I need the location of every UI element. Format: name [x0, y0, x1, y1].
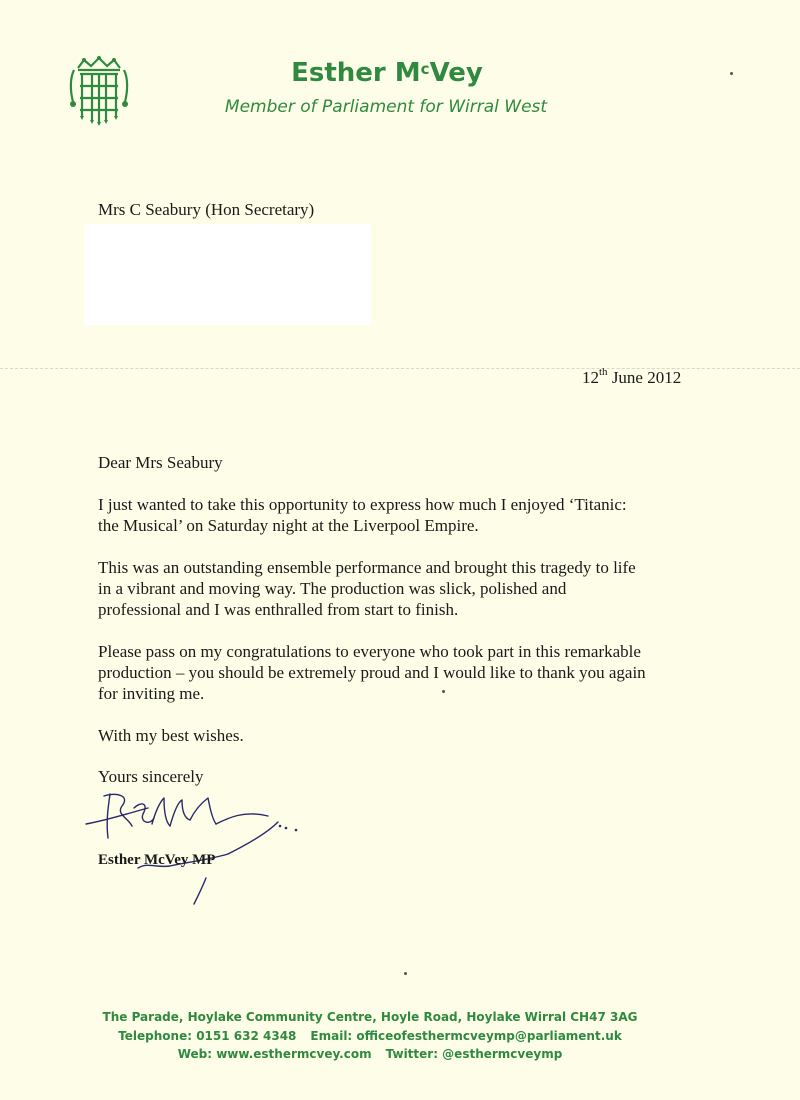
signer-name: Esther McVey MP — [98, 852, 216, 868]
mp-role-subheading: Member of Parliament for Wirral West — [224, 97, 548, 117]
salutation: Dear Mrs Seabury — [98, 453, 223, 472]
footer-web — [0, 1047, 740, 1061]
paragraph-line: I just wanted to take this opportunity to express how much I enjoyed ‘Titanic: — [98, 495, 627, 514]
footer-contact — [0, 1029, 740, 1043]
footer-address: The Parade, Hoylake Community Centre, Hoyle Road, Hoylake Wirral CH47 3AG — [102, 1010, 638, 1024]
letter-date: 12th June 2012 — [582, 366, 682, 387]
recipient-line: Mrs C Seabury (Hon Secretary) — [98, 200, 315, 219]
paragraph-line: for inviting me. — [98, 684, 205, 703]
scan-speck — [730, 72, 733, 75]
paragraph-line: This was an outstanding ensemble performance and brought this tragedy to life — [98, 558, 636, 577]
paragraph-2 — [98, 557, 698, 620]
paragraph-3 — [98, 641, 698, 704]
mp-name-heading: Esther $M^cVey$ — [291, 58, 483, 88]
footer-website: Web: www.esthermcvey.com — [177, 1047, 372, 1061]
footer-email: Email: officeofesthermcveymp@parliament.uk — [310, 1029, 622, 1043]
scan-speck — [404, 972, 407, 975]
best-wishes: With my best wishes. — [98, 726, 244, 745]
redacted-address-block — [84, 224, 371, 325]
recipient-address — [98, 200, 314, 220]
handwritten-signature — [78, 782, 318, 912]
paragraph-line: professional and I was enthralled from start to finish. — [98, 600, 459, 619]
closing: Yours sincerely — [98, 767, 204, 786]
paragraph-line: production – you should be extremely proud and I would like to thank you again — [98, 663, 646, 682]
paragraph-1 — [98, 494, 698, 536]
paragraph-line: the Musical’ on Saturday night at the Liverpool Empire. — [98, 516, 479, 535]
paragraph-line: in a vibrant and moving way. The production was slick, polished and — [98, 579, 567, 598]
footer-telephone: Telephone: 0151 632 4348 — [118, 1029, 297, 1043]
footer-twitter: Twitter: @esthermcveymp — [385, 1047, 563, 1061]
scan-speck — [442, 690, 445, 693]
paragraph-line: Please pass on my congratulations to everyone who took part in this remarkable — [98, 642, 641, 661]
